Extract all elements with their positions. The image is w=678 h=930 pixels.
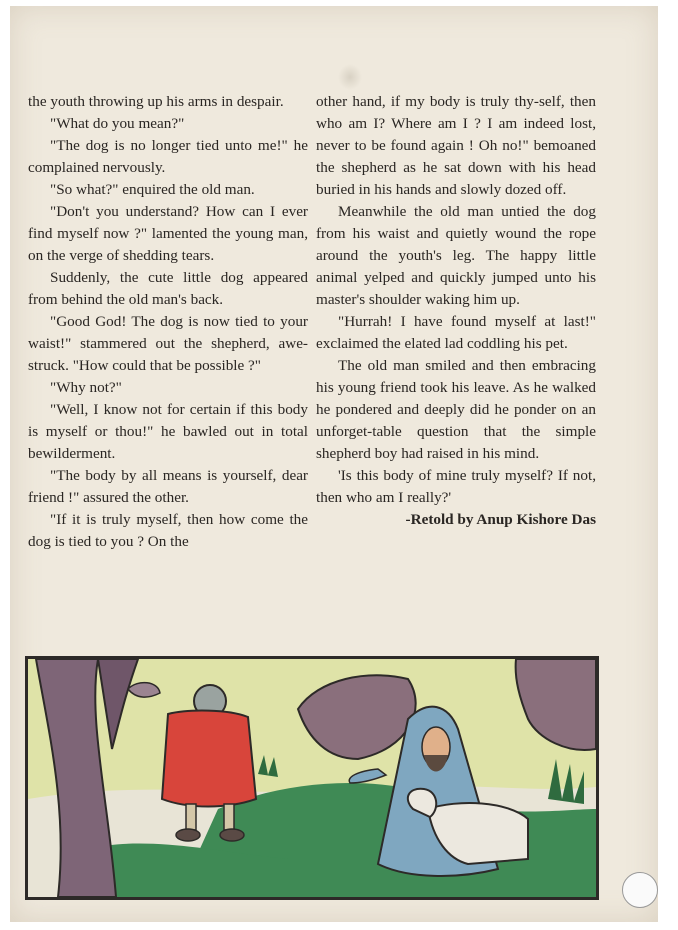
paragraph: "What do you mean?" bbox=[50, 115, 185, 132]
paragraph: "Hurrah! I have found myself at last!" exclaimed the elated lad coddling his pet. bbox=[316, 313, 596, 352]
paragraph: Suddenly, the cute little dog appeared from behind the old man's back. bbox=[28, 269, 308, 308]
paragraph: "So what?" enquired the old man. bbox=[50, 181, 255, 198]
magazine-page bbox=[10, 6, 658, 922]
paragraph: "The dog is no longer tied unto me!" he complained nervously. bbox=[28, 137, 308, 176]
story-illustration bbox=[25, 656, 599, 900]
paragraph: "Don't you understand? How can I ever find myself now ?" lamented the young man, on the verge of shedding tears. bbox=[28, 203, 308, 264]
paragraph: The old man smiled and then embracing his young friend took his leave. As he walked he pondered and deeply did he ponder on an unforget-table question that the simple shepherd boy had raised in his mind. bbox=[316, 357, 596, 462]
paragraph: "Well, I know not for certain if this body is myself or thou!" he bawled out in total bewilderment. bbox=[28, 401, 308, 462]
paragraph: "The body by all means is yourself, dear friend !" assured the other. bbox=[28, 467, 308, 506]
shepherd-old-man-dog-illustration bbox=[28, 659, 596, 897]
paragraph: the youth throwing up his arms in despair. bbox=[28, 93, 284, 110]
paragraph: "Why not?" bbox=[50, 379, 122, 396]
author-byline: -Retold by Anup Kishore Das bbox=[405, 511, 596, 528]
scan-smudge bbox=[338, 64, 362, 90]
story-left-column bbox=[28, 91, 308, 553]
paragraph: Meanwhile the old man untied the dog from his waist and quietly wound the rope around the youth's leg. The happy little animal yelped and quickly jumped unto his master's shoulder waking him up. bbox=[316, 203, 596, 308]
library-seal-icon bbox=[622, 872, 658, 908]
paragraph: 'Is this body of mine truly myself? If not, then who am I really?' bbox=[316, 467, 596, 506]
paragraph: "Good God! The dog is now tied to your waist!" stammered out the shepherd, awe-struck. "How could that be possible ?" bbox=[28, 313, 308, 374]
paragraph: other hand, if my body is truly thy-self, then who am I? Where am I ? I am indeed lost, never to be found again ! Oh no!" bemoaned the shepherd as he sat down with his head buried in his hands and slowly dozed off. bbox=[316, 93, 596, 198]
paragraph: "If it is truly myself, then how come the dog is tied to you ? On the bbox=[28, 511, 308, 550]
story-right-column bbox=[316, 91, 596, 531]
